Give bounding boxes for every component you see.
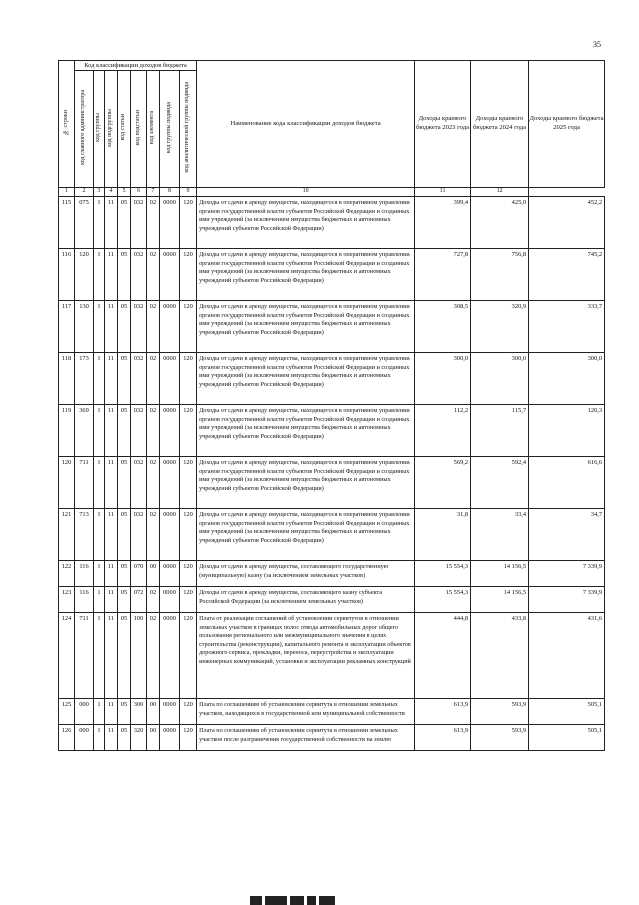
code-cell: 0000 bbox=[160, 587, 180, 613]
name-cell: Плата по соглашениям об установлении сервитута в отношении земельных участков после разграничения государственной собственности на землю bbox=[197, 725, 415, 751]
column-index-cell: 4 bbox=[105, 188, 118, 197]
code-cell: 369 bbox=[75, 405, 94, 457]
code-cell: 1 bbox=[94, 725, 105, 751]
code-cell: 05 bbox=[118, 613, 131, 699]
amount-cell: 433,8 bbox=[471, 613, 529, 699]
table-row bbox=[59, 457, 605, 509]
code-column-header: код подгруппы bbox=[105, 71, 118, 188]
column-index-cell: 12 bbox=[471, 188, 529, 197]
code-cell: 0000 bbox=[160, 725, 180, 751]
code-cell: 05 bbox=[118, 699, 131, 725]
code-cell: 0000 bbox=[160, 699, 180, 725]
code-cell: 000 bbox=[75, 725, 94, 751]
code-cell: 05 bbox=[118, 457, 131, 509]
code-cell: 032 bbox=[131, 249, 147, 301]
amount-cell: 333,7 bbox=[529, 301, 605, 353]
row-number-cell: 125 bbox=[59, 699, 75, 725]
sum-2023-header: Доходы краевого бюджета 2023 года bbox=[415, 61, 471, 188]
code-cell: 11 bbox=[105, 249, 118, 301]
code-cell: 00 bbox=[147, 561, 160, 587]
code-cell: 120 bbox=[180, 353, 197, 405]
code-cell: 1 bbox=[94, 405, 105, 457]
code-cell: 120 bbox=[180, 509, 197, 561]
column-index-cell: 8 bbox=[160, 188, 180, 197]
amount-cell: 15 554,3 bbox=[415, 561, 471, 587]
amount-cell: 592,4 bbox=[471, 457, 529, 509]
code-cell: 120 bbox=[180, 587, 197, 613]
amount-cell: 593,9 bbox=[471, 725, 529, 751]
code-cell: 032 bbox=[131, 405, 147, 457]
amount-cell: 727,8 bbox=[415, 249, 471, 301]
code-cell: 00 bbox=[147, 699, 160, 725]
revenue-table-wrapper bbox=[58, 60, 604, 751]
code-cell: 0000 bbox=[160, 561, 180, 587]
code-cell: 1 bbox=[94, 353, 105, 405]
code-column-header: код аналитической группы подвида bbox=[180, 71, 197, 188]
column-index-cell: 1 bbox=[59, 188, 75, 197]
amount-cell: 444,8 bbox=[415, 613, 471, 699]
column-index-cell: 2 bbox=[75, 188, 94, 197]
table-row bbox=[59, 197, 605, 249]
code-column-header: код группы bbox=[94, 71, 105, 188]
amount-cell: 115,7 bbox=[471, 405, 529, 457]
column-index-cell: 11 bbox=[415, 188, 471, 197]
code-cell: 1 bbox=[94, 197, 105, 249]
column-index-cell: 6 bbox=[131, 188, 147, 197]
code-cell: 02 bbox=[147, 353, 160, 405]
code-column-header: код главного администратора bbox=[75, 71, 94, 188]
amount-cell: 320,9 bbox=[471, 301, 529, 353]
amount-cell: 425,0 bbox=[471, 197, 529, 249]
page-number: 35 bbox=[593, 40, 601, 49]
code-cell: 300 bbox=[131, 699, 147, 725]
table-row bbox=[59, 561, 605, 587]
table-row bbox=[59, 613, 605, 699]
code-cell: 075 bbox=[75, 197, 94, 249]
code-cell: 1 bbox=[94, 457, 105, 509]
row-number-cell: 118 bbox=[59, 353, 75, 405]
amount-cell: 616,6 bbox=[529, 457, 605, 509]
amount-cell: 505,1 bbox=[529, 699, 605, 725]
code-cell: 120 bbox=[180, 457, 197, 509]
code-cell: 0000 bbox=[160, 301, 180, 353]
code-cell: 120 bbox=[180, 699, 197, 725]
code-cell: 711 bbox=[75, 457, 94, 509]
classification-group-header: Код классификации доходов бюджета bbox=[75, 61, 197, 71]
code-cell: 11 bbox=[105, 699, 118, 725]
code-cell: 11 bbox=[105, 509, 118, 561]
amount-cell: 33,4 bbox=[471, 509, 529, 561]
amount-cell: 399,4 bbox=[415, 197, 471, 249]
row-number-cell: 123 bbox=[59, 587, 75, 613]
amount-cell: 112,2 bbox=[415, 405, 471, 457]
amount-cell: 613,9 bbox=[415, 699, 471, 725]
code-cell: 1 bbox=[94, 699, 105, 725]
code-cell: 070 bbox=[131, 561, 147, 587]
code-cell: 032 bbox=[131, 509, 147, 561]
code-cell: 02 bbox=[147, 587, 160, 613]
code-cell: 000 bbox=[75, 699, 94, 725]
column-index-cell: 7 bbox=[147, 188, 160, 197]
row-number-cell: 119 bbox=[59, 405, 75, 457]
code-cell: 120 bbox=[180, 301, 197, 353]
code-cell: 11 bbox=[105, 457, 118, 509]
amount-cell: 300,0 bbox=[415, 353, 471, 405]
code-cell: 02 bbox=[147, 457, 160, 509]
column-index-cell: 9 bbox=[180, 188, 197, 197]
code-cell: 0000 bbox=[160, 197, 180, 249]
code-cell: 11 bbox=[105, 405, 118, 457]
name-header: Наименование кода классификации доходов бюджета bbox=[197, 61, 415, 188]
code-cell: 116 bbox=[75, 561, 94, 587]
code-cell: 032 bbox=[131, 353, 147, 405]
amount-cell: 452,2 bbox=[529, 197, 605, 249]
code-cell: 0000 bbox=[160, 509, 180, 561]
name-cell: Доходы от сдачи в аренду имущества, находящегося в оперативном управлении органов государственной власти субъектов Российской Федерации и созданных ими учреждений (за исключением имущества бюджетных и автономных учреждений субъектов Российской Федерации) bbox=[197, 301, 415, 353]
amount-cell: 308,5 bbox=[415, 301, 471, 353]
code-cell: 05 bbox=[118, 301, 131, 353]
table-row bbox=[59, 353, 605, 405]
code-cell: 320 bbox=[131, 725, 147, 751]
code-cell: 100 bbox=[131, 613, 147, 699]
code-cell: 1 bbox=[94, 613, 105, 699]
code-cell: 05 bbox=[118, 197, 131, 249]
name-cell: Доходы от сдачи в аренду имущества, находящегося в оперативном управлении органов государственной власти субъектов Российской Федерации и созданных ими учреждений (за исключением имущества бюджетных и автономных учреждений субъектов Российской Федерации) bbox=[197, 509, 415, 561]
code-cell: 120 bbox=[180, 249, 197, 301]
code-cell: 05 bbox=[118, 509, 131, 561]
code-cell: 0000 bbox=[160, 457, 180, 509]
code-cell: 1 bbox=[94, 587, 105, 613]
code-cell: 120 bbox=[180, 405, 197, 457]
name-cell: Доходы от сдачи в аренду имущества, находящегося в оперативном управлении органов государственной власти субъектов Российской Федерации и созданных ими учреждений (за исключением имущества бюджетных и автономных учреждений субъектов Российской Федерации) bbox=[197, 197, 415, 249]
code-cell: 05 bbox=[118, 405, 131, 457]
amount-cell: 593,9 bbox=[471, 699, 529, 725]
code-cell: 11 bbox=[105, 613, 118, 699]
row-number-cell: 116 bbox=[59, 249, 75, 301]
table-row bbox=[59, 587, 605, 613]
revenue-table bbox=[58, 60, 605, 751]
column-index-cell: 10 bbox=[197, 188, 415, 197]
table-row bbox=[59, 509, 605, 561]
table-row bbox=[59, 725, 605, 751]
amount-cell: 300,0 bbox=[471, 353, 529, 405]
code-cell: 1 bbox=[94, 249, 105, 301]
sum-2025-header: Доходы краевого бюджета 2025 года bbox=[529, 61, 605, 188]
code-cell: 05 bbox=[118, 725, 131, 751]
code-cell: 00 bbox=[147, 725, 160, 751]
code-cell: 032 bbox=[131, 197, 147, 249]
code-cell: 120 bbox=[180, 725, 197, 751]
row-number-cell: 124 bbox=[59, 613, 75, 699]
code-cell: 11 bbox=[105, 587, 118, 613]
code-cell: 711 bbox=[75, 613, 94, 699]
code-cell: 02 bbox=[147, 301, 160, 353]
amount-cell: 505,1 bbox=[529, 725, 605, 751]
code-column-header: код подстатьи bbox=[131, 71, 147, 188]
cropped-footer-text bbox=[250, 896, 360, 905]
code-column-header: код статьи bbox=[118, 71, 131, 188]
code-column-header: код группы подвида bbox=[160, 71, 180, 188]
code-cell: 0000 bbox=[160, 353, 180, 405]
row-number-header: № строки bbox=[59, 61, 75, 188]
name-cell: Доходы от сдачи в аренду имущества, находящегося в оперативном управлении органов государственной власти субъектов Российской Федерации и созданных ими учреждений (за исключением имущества бюджетных и автономных учреждений субъектов Российской Федерации) bbox=[197, 249, 415, 301]
row-number-cell: 122 bbox=[59, 561, 75, 587]
code-cell: 02 bbox=[147, 249, 160, 301]
code-cell: 0000 bbox=[160, 613, 180, 699]
name-cell: Доходы от сдачи в аренду имущества, составляющего государственную (муниципальную) казну (за исключением земельных участков) bbox=[197, 561, 415, 587]
code-cell: 11 bbox=[105, 353, 118, 405]
code-cell: 120 bbox=[180, 561, 197, 587]
amount-cell: 7 339,9 bbox=[529, 587, 605, 613]
code-cell: 116 bbox=[75, 587, 94, 613]
row-number-cell: 115 bbox=[59, 197, 75, 249]
amount-cell: 756,8 bbox=[471, 249, 529, 301]
name-cell: Доходы от сдачи в аренду имущества, находящегося в оперативном управлении органов государственной власти субъектов Российской Федерации и созданных ими учреждений (за исключением имущества бюджетных и автономных учреждений субъектов Российской Федерации) bbox=[197, 353, 415, 405]
code-cell: 120 bbox=[75, 249, 94, 301]
code-cell: 032 bbox=[131, 457, 147, 509]
amount-cell: 31,8 bbox=[415, 509, 471, 561]
row-number-cell: 120 bbox=[59, 457, 75, 509]
code-cell: 05 bbox=[118, 249, 131, 301]
amount-cell: 569,2 bbox=[415, 457, 471, 509]
code-cell: 02 bbox=[147, 197, 160, 249]
table-row bbox=[59, 249, 605, 301]
code-cell: 713 bbox=[75, 509, 94, 561]
code-cell: 0000 bbox=[160, 249, 180, 301]
code-cell: 11 bbox=[105, 301, 118, 353]
amount-cell: 613,9 bbox=[415, 725, 471, 751]
name-cell: Доходы от сдачи в аренду имущества, находящегося в оперативном управлении органов государственной власти субъектов Российской Федерации и созданных ими учреждений (за исключением имущества бюджетных и автономных учреждений субъектов Российской Федерации) bbox=[197, 405, 415, 457]
code-cell: 05 bbox=[118, 561, 131, 587]
sum-2024-header: Доходы краевого бюджета 2024 года bbox=[471, 61, 529, 188]
amount-cell: 745,2 bbox=[529, 249, 605, 301]
name-cell: Доходы от сдачи в аренду имущества, составляющего казну субъекта Российской Федерации (за исключением земельных участков) bbox=[197, 587, 415, 613]
table-row bbox=[59, 699, 605, 725]
amount-cell: 300,0 bbox=[529, 353, 605, 405]
code-cell: 05 bbox=[118, 353, 131, 405]
code-cell: 1 bbox=[94, 561, 105, 587]
code-cell: 11 bbox=[105, 197, 118, 249]
name-cell: Доходы от сдачи в аренду имущества, находящегося в оперативном управлении органов государственной власти субъектов Российской Федерации и созданных ими учреждений (за исключением имущества бюджетных и автономных учреждений субъектов Российской Федерации) bbox=[197, 457, 415, 509]
name-cell: Плата по соглашениям об установлении сервитута в отношении земельных участков, находящихся в государственной или муниципальной собственности bbox=[197, 699, 415, 725]
row-number-cell: 126 bbox=[59, 725, 75, 751]
column-index-cell: 5 bbox=[118, 188, 131, 197]
row-number-cell: 121 bbox=[59, 509, 75, 561]
amount-cell: 120,3 bbox=[529, 405, 605, 457]
code-cell: 0000 bbox=[160, 405, 180, 457]
code-cell: 11 bbox=[105, 561, 118, 587]
code-cell: 032 bbox=[131, 301, 147, 353]
code-cell: 02 bbox=[147, 405, 160, 457]
code-cell: 1 bbox=[94, 509, 105, 561]
amount-cell: 431,6 bbox=[529, 613, 605, 699]
code-cell: 130 bbox=[75, 301, 94, 353]
code-column-header: код элемента bbox=[147, 71, 160, 188]
amount-cell: 14 156,5 bbox=[471, 561, 529, 587]
code-cell: 1 bbox=[94, 301, 105, 353]
code-cell: 02 bbox=[147, 613, 160, 699]
amount-cell: 15 554,3 bbox=[415, 587, 471, 613]
table-row bbox=[59, 405, 605, 457]
amount-cell: 14 156,5 bbox=[471, 587, 529, 613]
code-cell: 05 bbox=[118, 587, 131, 613]
table-row bbox=[59, 301, 605, 353]
code-cell: 173 bbox=[75, 353, 94, 405]
code-cell: 11 bbox=[105, 725, 118, 751]
row-number-cell: 117 bbox=[59, 301, 75, 353]
amount-cell: 34,7 bbox=[529, 509, 605, 561]
amount-cell: 7 339,9 bbox=[529, 561, 605, 587]
code-cell: 072 bbox=[131, 587, 147, 613]
column-index-row bbox=[59, 188, 605, 197]
name-cell: Плата от реализации соглашений об установлении сервитутов в отношении земельных участков в границах полос отвода автомобильных дорог общего пользования регионального или межмуниципального значения в целях строительства (реконструкции), капитального ремонта и эксплуатации объектов дорожного сервиса, прокладки, переноса, переустройства и эксплуатации инженерных коммуникаций, установки и эксплуатации рекламных конструкций bbox=[197, 613, 415, 699]
code-cell: 120 bbox=[180, 197, 197, 249]
code-cell: 02 bbox=[147, 509, 160, 561]
code-cell: 120 bbox=[180, 613, 197, 699]
column-index-cell: 3 bbox=[94, 188, 105, 197]
